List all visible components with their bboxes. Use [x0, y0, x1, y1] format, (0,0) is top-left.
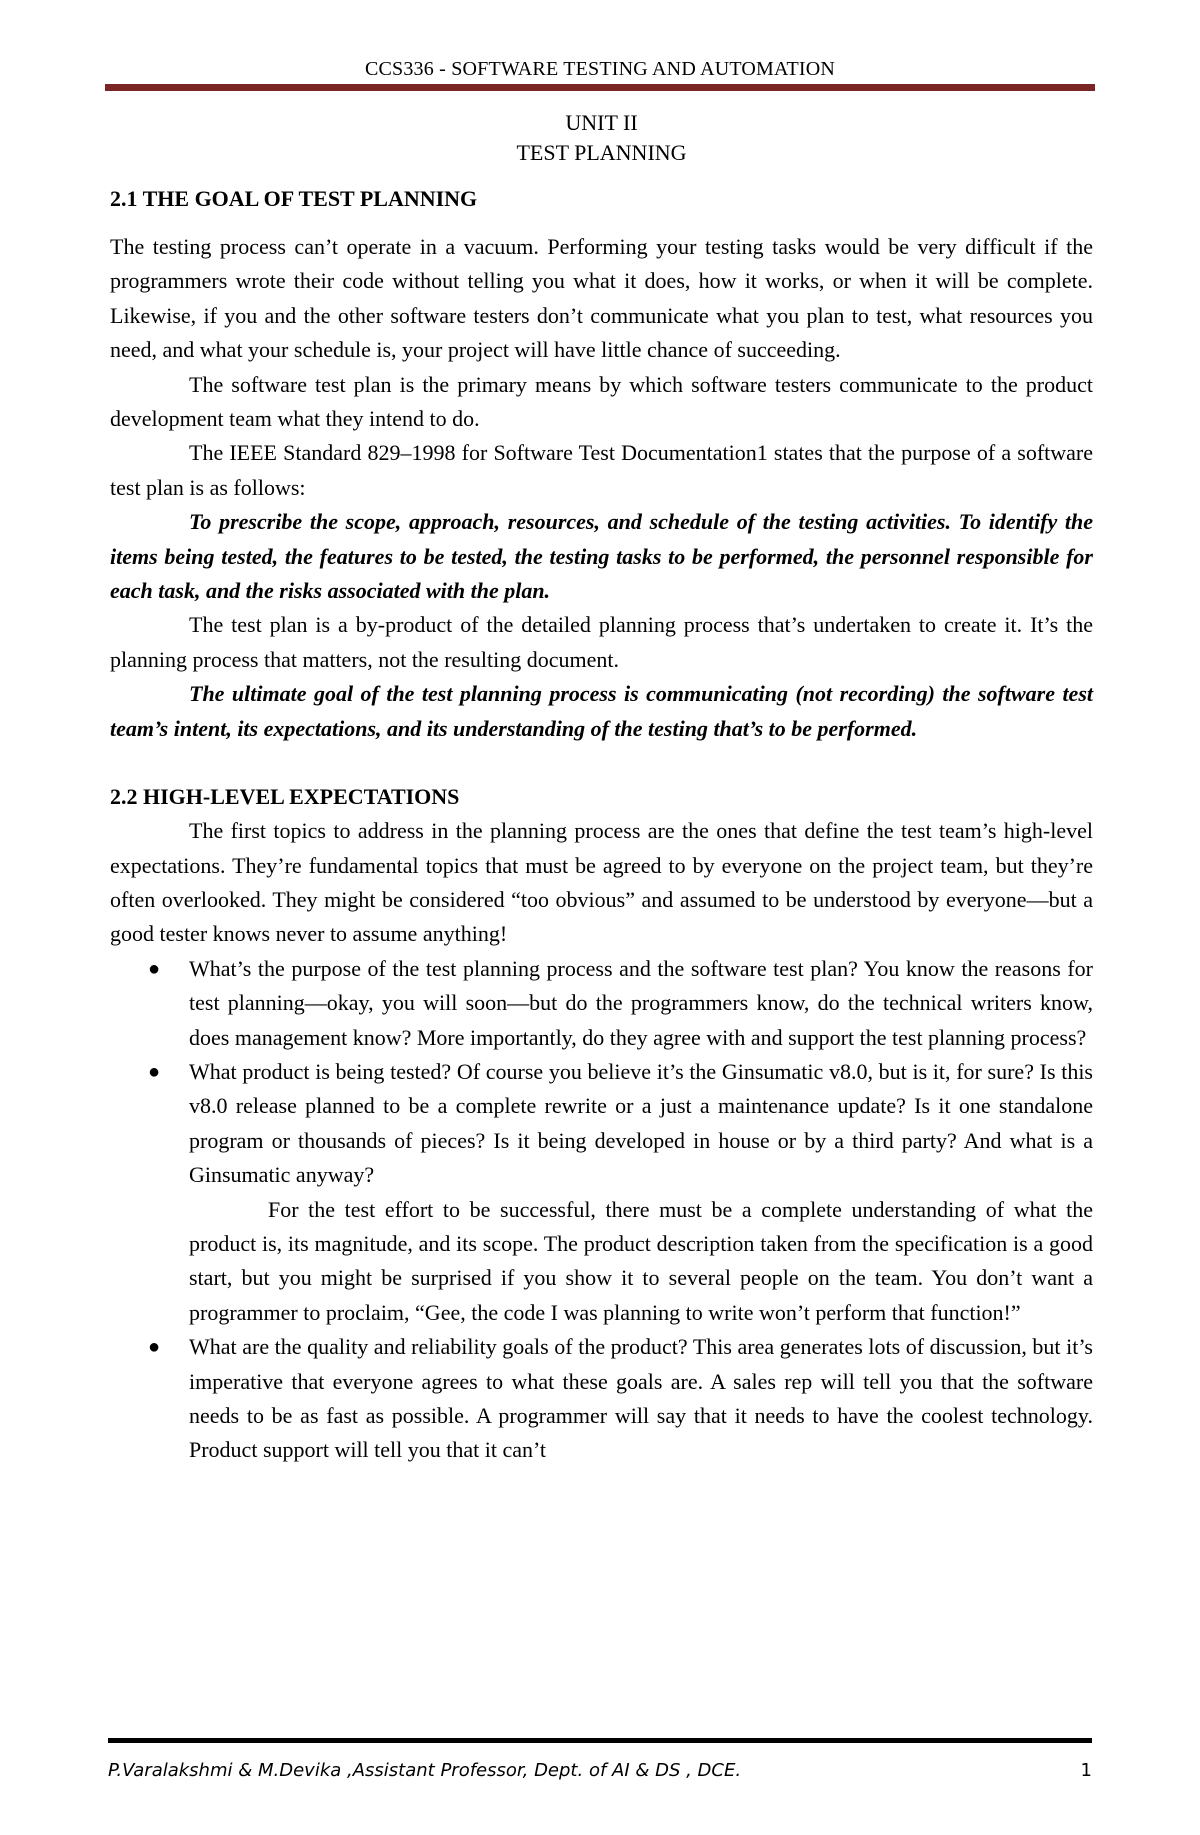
- paragraph-test-plan-means: The software test plan is the primary means by which software testers communicate to the product development team what they intend to do.: [110, 371, 1093, 432]
- header-rule: [105, 84, 1095, 91]
- unit-title: TEST PLANNING: [516, 140, 687, 165]
- unit-number: UNIT II: [565, 110, 638, 135]
- list-item: [110, 952, 1093, 1055]
- quote-ieee-purpose: To prescribe the scope, approach, resources, and schedule of the testing activities. To identify the items being tested, the features to be tested, the testing tasks to be performed, the personnel responsible for each task, and the risks associated with the plan.: [110, 509, 1093, 604]
- bullet-icon: ●: [148, 1060, 161, 1083]
- paragraph-intro: The testing process can’t operate in a vacuum. Performing your testing tasks would be very difficult if the programmers wrote their code without telling you what it does, how it works, or when it will be complete. Likewise, if you and the other software testers don’t communicate what you plan to test, what resources you need, and what your schedule is, your project will have little chance of succeeding.: [110, 234, 1093, 363]
- emphasis-ultimate-goal: The ultimate goal of the test planning process is communicating (not recording) the software test team’s intent, its expectations, and its understanding of the testing that’s to be performed.: [110, 681, 1093, 741]
- paragraph-product-understanding: For the test effort to be successful, there must be a complete understanding of what the product is, its magnitude, and its scope. The product description taken from the specification is a good start, but you might be surprised if you show it to several people on the team. You don’t want a programmer to proclaim, “Gee, the code I was planning to write won’t perform that function!”: [189, 1196, 1093, 1325]
- list-item-text: What’s the purpose of the test planning process and the software test plan? You know the reasons for test planning—okay, you will soon—but do the programmers know, do the technical writers know, does management know? More importantly, do they agree with and support the test planning process?: [189, 955, 1093, 1050]
- bullet-icon: ●: [148, 957, 161, 980]
- footer-rule: [108, 1738, 1092, 1743]
- list-item-text: What product is being tested? Of course you believe it’s the Ginsumatic v8.0, but is it, for sure? Is this v8.0 release planned to be a complete rewrite or a just a maintenance update? Is it one standalone program or thousands of pieces? Is it being developed in house or by a third party? And what is a Ginsumatic anyway?: [189, 1058, 1093, 1188]
- document-body: [110, 108, 1093, 1468]
- bullet-icon: ●: [148, 1336, 161, 1359]
- header-title: CCS336 - SOFTWARE TESTING AND AUTOMATION: [364, 58, 836, 80]
- list-item-text: What are the quality and reliability goals of the product? This area generates lots of discussion, but it’s imperative that everyone agrees to what these goals are. A sales rep will tell you that the software needs to be as fast as possible. A programmer will say that it needs to have the coolest technology. Product support will tell you that it can’t: [189, 1334, 1093, 1463]
- list-item: [110, 1330, 1093, 1468]
- paragraph-ieee-standard: The IEEE Standard 829–1998 for Software Test Documentation1 states that the purpose of a software test plan is as follows:: [110, 440, 1093, 500]
- footer-authors: P.Varalakshmi & M.Devika ,Assistant Professor, Dept. of AI & DS , DCE.: [108, 1760, 742, 1781]
- section-heading-2-1: 2.1 THE GOAL OF TEST PLANNING: [110, 186, 478, 211]
- paragraph-high-level-intro: The first topics to address in the planning process are the ones that define the test team’s high-level expectations. They’re fundamental topics that must be agreed to by everyone on the project team, but they’re often overlooked. They might be considered “too obvious” and assumed to be understood by everyone—but a good tester knows never to assume anything!: [110, 818, 1093, 947]
- list-item-continuation: [110, 1193, 1093, 1331]
- page-number: 1: [1080, 1760, 1092, 1781]
- bullet-list: [110, 952, 1093, 1468]
- list-item: [110, 1055, 1093, 1193]
- paragraph-by-product: The test plan is a by-product of the detailed planning process that’s undertaken to create it. It’s the planning process that matters, not the resulting document.: [110, 612, 1093, 672]
- section-heading-2-2: 2.2 HIGH-LEVEL EXPECTATIONS: [110, 784, 460, 810]
